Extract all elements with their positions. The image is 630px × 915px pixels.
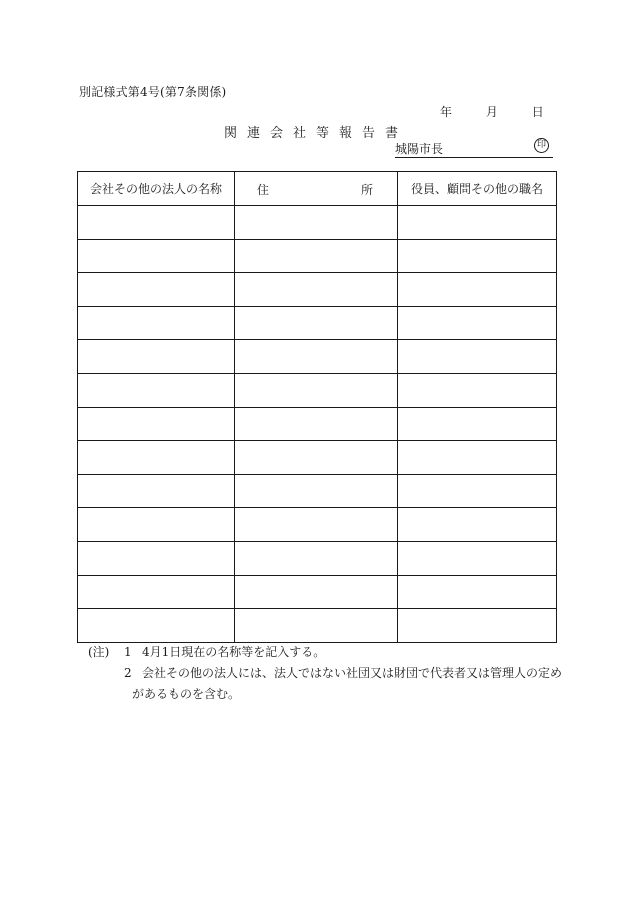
table-row (78, 373, 557, 407)
note-item-2 (88, 663, 563, 684)
company-name-cell[interactable] (78, 609, 235, 643)
company-name-cell[interactable] (78, 575, 235, 609)
table-row (78, 609, 557, 643)
form-number: 別記様式第4号(第7条関係) (79, 85, 227, 99)
table-row (78, 541, 557, 575)
header-officer-title: 役員、顧問その他の職名 (398, 172, 557, 206)
company-name-cell[interactable] (78, 474, 235, 508)
officer-title-cell[interactable] (398, 273, 557, 307)
officer-title-cell[interactable] (398, 474, 557, 508)
address-cell[interactable] (235, 575, 398, 609)
officer-title-cell[interactable] (398, 239, 557, 273)
address-cell[interactable] (235, 306, 398, 340)
officer-title-cell[interactable] (398, 407, 557, 441)
table-body (78, 206, 557, 643)
header-address-part1: 住 (257, 183, 270, 197)
officer-title-cell[interactable] (398, 575, 557, 609)
officer-title-cell[interactable] (398, 508, 557, 542)
table-row (78, 306, 557, 340)
address-cell[interactable] (235, 373, 398, 407)
officer-title-cell[interactable] (398, 541, 557, 575)
note-item-1 (88, 642, 558, 663)
date-month-unit: 月 (485, 105, 498, 119)
document-title: 関連会社等報告書 (224, 126, 409, 141)
address-cell[interactable] (235, 508, 398, 542)
address-cell[interactable] (235, 239, 398, 273)
table-row (78, 474, 557, 508)
officer-title-cell[interactable] (398, 340, 557, 374)
date-day-unit: 日 (531, 105, 544, 119)
table-row (78, 441, 557, 475)
officer-title-cell[interactable] (398, 206, 557, 240)
address-cell[interactable] (235, 474, 398, 508)
address-cell[interactable] (235, 441, 398, 475)
officer-title-cell[interactable] (398, 306, 557, 340)
company-name-cell[interactable] (78, 206, 235, 240)
address-cell[interactable] (235, 206, 398, 240)
table-row (78, 340, 557, 374)
company-name-cell[interactable] (78, 373, 235, 407)
officer-title-cell[interactable] (398, 441, 557, 475)
addressee-line (395, 140, 553, 158)
table-row (78, 508, 557, 542)
date-year-unit: 年 (440, 105, 453, 119)
officer-title-cell[interactable] (398, 609, 557, 643)
header-company-name: 会社その他の法人の名称 (78, 172, 235, 206)
company-name-cell[interactable] (78, 340, 235, 374)
table-header-row (78, 172, 557, 206)
company-name-cell[interactable] (78, 273, 235, 307)
header-address-part2: 所 (360, 183, 373, 197)
company-name-cell[interactable] (78, 306, 235, 340)
note-number: 2 (124, 666, 132, 680)
table-row (78, 239, 557, 273)
report-table (77, 171, 557, 643)
notes-section (88, 642, 563, 705)
table-row (78, 273, 557, 307)
company-name-cell[interactable] (78, 239, 235, 273)
address-cell[interactable] (235, 407, 398, 441)
company-name-cell[interactable] (78, 407, 235, 441)
address-cell[interactable] (235, 609, 398, 643)
table-row (78, 206, 557, 240)
company-name-cell[interactable] (78, 541, 235, 575)
header-address (235, 172, 398, 206)
company-name-cell[interactable] (78, 508, 235, 542)
address-cell[interactable] (235, 340, 398, 374)
date-field (440, 103, 544, 120)
notes-label: (注) (88, 645, 110, 659)
table-row (78, 575, 557, 609)
note-text: 4月1日現在の名称等を記入する。 (142, 645, 326, 659)
company-name-cell[interactable] (78, 441, 235, 475)
addressee-name: 城陽市長 (395, 142, 444, 156)
table-row (78, 407, 557, 441)
note-text-continuation: があるものを含む。 (132, 687, 241, 701)
officer-title-cell[interactable] (398, 373, 557, 407)
address-cell[interactable] (235, 541, 398, 575)
seal-mark-icon: 印 (534, 138, 549, 153)
note-text: 会社その他の法人には、法人ではない社団又は財団で代表者又は管理人の定め (142, 666, 563, 680)
note-number: 1 (124, 645, 132, 659)
address-cell[interactable] (235, 273, 398, 307)
